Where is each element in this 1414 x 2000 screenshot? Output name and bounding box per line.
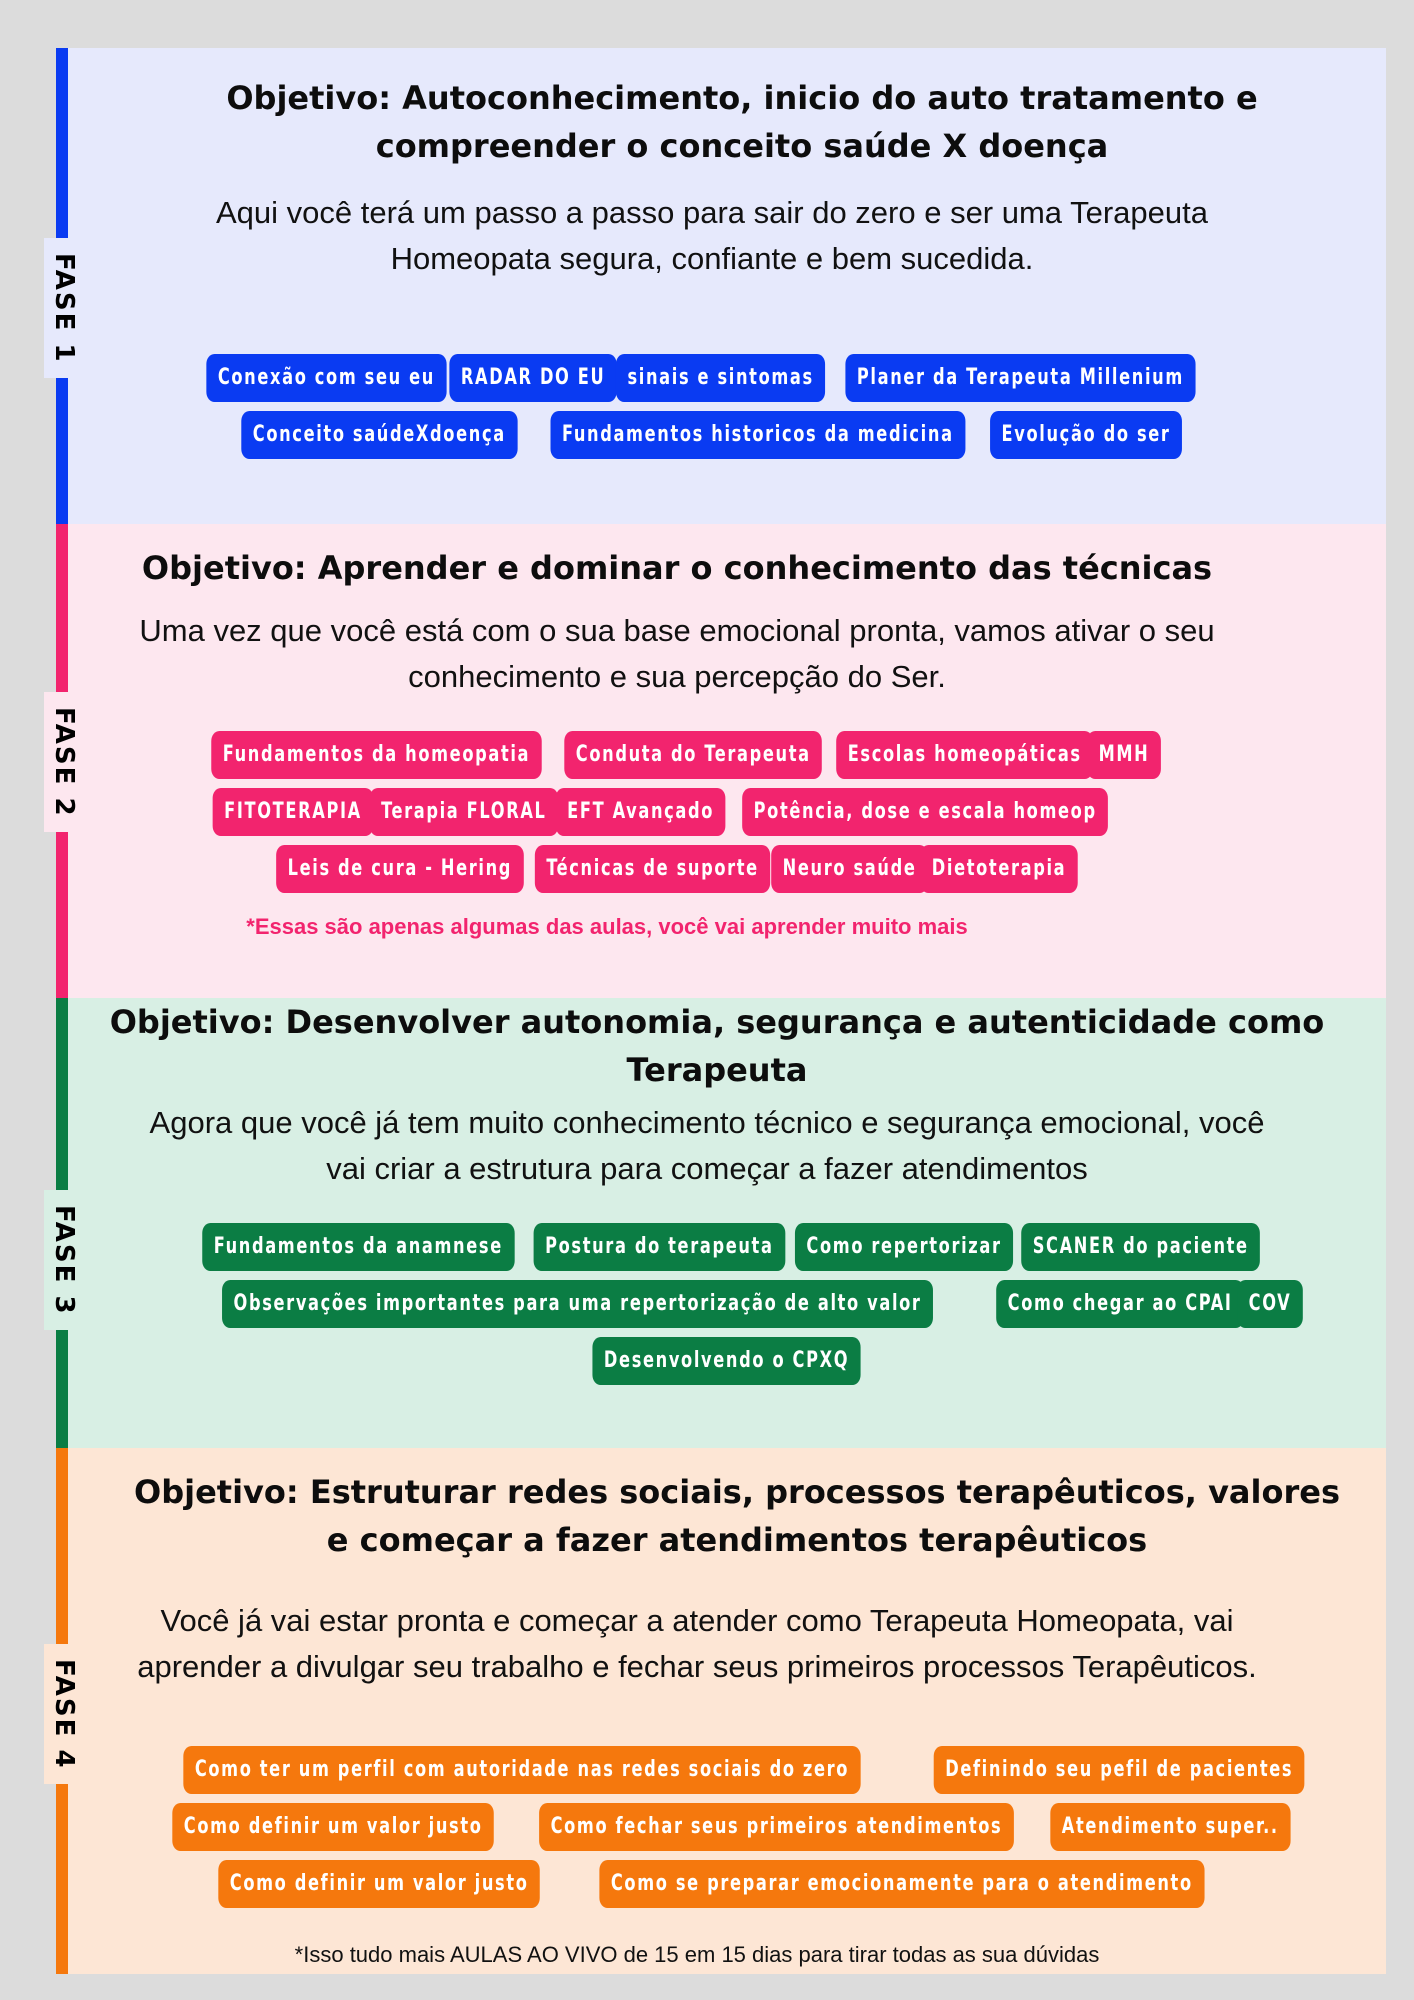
phase-4-lesson-tag: Atendimento super.. — [1051, 1803, 1291, 1851]
phase-3-tag-row — [98, 1337, 1356, 1385]
phase-4-tag-row — [88, 1803, 1366, 1851]
phase-3-lesson-tag: Como repertorizar — [795, 1223, 1013, 1271]
phase-1-lesson-tag: RADAR DO EU — [450, 354, 617, 402]
phase-3-intro: Agora que você já tem muito conhecimento técnico e segurança emocional, você vai criar a estrutura para começar a fazer atendimentos — [149, 1105, 1265, 1186]
phase-2-lesson-tag: FITOTERAPIA — [213, 788, 374, 836]
phase-4-tag-list — [68, 1746, 1386, 1917]
phase-4-lesson-tag: Como ter um perfil com autoridade nas redes sociais do zero — [183, 1746, 860, 1794]
phase-1-lesson-tag: Planer da Terapeuta Millenium — [845, 354, 1195, 402]
phase-4-note: *Isso tudo mais AULAS AO VIVO de 15 em 15 dias para tirar todas as sua dúvidas — [294, 1942, 1100, 1967]
phase-3-lesson-tag: Como chegar ao CPAI — [997, 1280, 1245, 1328]
phase-4-tag-row — [88, 1860, 1366, 1908]
phase-2-lesson-tag: Terapia FLORAL — [370, 788, 558, 836]
phase-4-lesson-tag: Como definir um valor justo — [172, 1803, 494, 1851]
phase-2-intro: Uma vez que você está com o sua base emocional pronta, vamos ativar o seu conhecimento e sua percepção do Ser. — [139, 613, 1215, 694]
phase-2-lesson-tag: Potência, dose e escala homeop — [742, 788, 1108, 836]
phase-2-tag-row — [118, 845, 1226, 893]
phase-1-lesson-tag: Conceito saúdeXdoença — [241, 411, 517, 459]
phase-2-tag-list — [68, 731, 1386, 902]
phase-2-lesson-tag: Leis de cura - Hering — [276, 845, 523, 893]
phase-2-label-text: FASE 2 — [49, 706, 79, 818]
phase-2-section — [49, 524, 1386, 998]
phase-1-lesson-tag: Fundamentos historicos da medicina — [551, 411, 966, 459]
phase-2-lesson-tag: Fundamentos da homeopatia — [211, 731, 541, 779]
phase-4-tag-row — [88, 1746, 1366, 1794]
phases-infographic — [49, 48, 1386, 1974]
phase-4-lesson-tag: Como definir um valor justo — [218, 1860, 540, 1908]
phase-3-lesson-tag: Postura do terapeuta — [534, 1223, 785, 1271]
phase-1-tag-row — [88, 354, 1326, 402]
phase-1-tag-list — [68, 354, 1386, 468]
phase-4-lesson-tag: Definindo seu pefil de pacientes — [933, 1746, 1304, 1794]
phase-2-lesson-tag: Escolas homeopáticas — [836, 731, 1093, 779]
phase-4-label-text: FASE 4 — [49, 1658, 79, 1770]
phase-3-tag-row — [98, 1280, 1356, 1328]
phase-1-lesson-tag: Conexão com seu eu — [207, 354, 447, 402]
phase-3-objective: Objetivo: Desenvolver autonomia, segurança e autenticidade como Terapeuta — [109, 1003, 1325, 1089]
phase-1-tag-row — [88, 411, 1326, 459]
phase-3-lesson-tag: Observações importantes para uma repertorização de alto valor — [222, 1280, 933, 1328]
phase-1-lesson-tag: sinais e sintomas — [616, 354, 825, 402]
phase-4-section — [49, 1448, 1386, 1974]
phase-1-objective: Objetivo: Autoconhecimento, inicio do auto tratamento e compreender o conceito saúde X doença — [226, 79, 1258, 165]
phase-2-lesson-tag: EFT Avançado — [556, 788, 726, 836]
phase-3-label-text: FASE 3 — [49, 1204, 79, 1316]
phase-4-objective: Objetivo: Estruturar redes sociais, processos terapêuticos, valores e começar a fazer atendimentos terapêuticos — [134, 1473, 1340, 1559]
phase-2-note: *Essas são apenas algumas das aulas, você vai aprender muito mais — [246, 914, 968, 939]
phase-1-section — [49, 48, 1386, 524]
phase-3-tag-list — [68, 1223, 1386, 1394]
phase-2-objective: Objetivo: Aprender e dominar o conhecimento das técnicas — [141, 549, 1213, 587]
phase-2-lesson-tag: MMH — [1088, 731, 1162, 779]
phase-4-intro: Você já vai estar pronta e começar a atender como Terapeuta Homeopata, vai aprender a divulgar seu trabalho e fechar seus primeiros processos Terapêuticos. — [137, 1603, 1257, 1684]
phase-3-lesson-tag: Fundamentos da anamnese — [202, 1223, 514, 1271]
phase-1-label-text: FASE 1 — [49, 252, 79, 364]
phase-2-tag-row — [118, 788, 1226, 836]
phase-3-tag-row — [98, 1223, 1356, 1271]
phase-1-lesson-tag: Evolução do ser — [990, 411, 1182, 459]
phase-3-lesson-tag: SCANER do paciente — [1021, 1223, 1260, 1271]
phase-3-section — [49, 998, 1386, 1448]
phase-2-tag-row — [118, 731, 1226, 779]
phase-2-lesson-tag: Neuro saúde — [771, 845, 928, 893]
phase-2-lesson-tag: Dietoterapia — [920, 845, 1077, 893]
phase-3-lesson-tag: Desenvolvendo o CPXQ — [593, 1337, 861, 1385]
phase-3-lesson-tag: COV — [1237, 1280, 1303, 1328]
phase-2-lesson-tag: Técnicas de suporte — [535, 845, 770, 893]
phase-4-lesson-tag: Como fechar seus primeiros atendimentos — [540, 1803, 1015, 1851]
phase-4-lesson-tag: Como se preparar emocionamente para o atendimento — [600, 1860, 1205, 1908]
phase-2-lesson-tag: Conduta do Terapeuta — [564, 731, 822, 779]
phase-1-intro: Aqui você terá um passo a passo para sair do zero e ser uma Terapeuta Homeopata segura, confiante e bem sucedida. — [216, 195, 1208, 276]
